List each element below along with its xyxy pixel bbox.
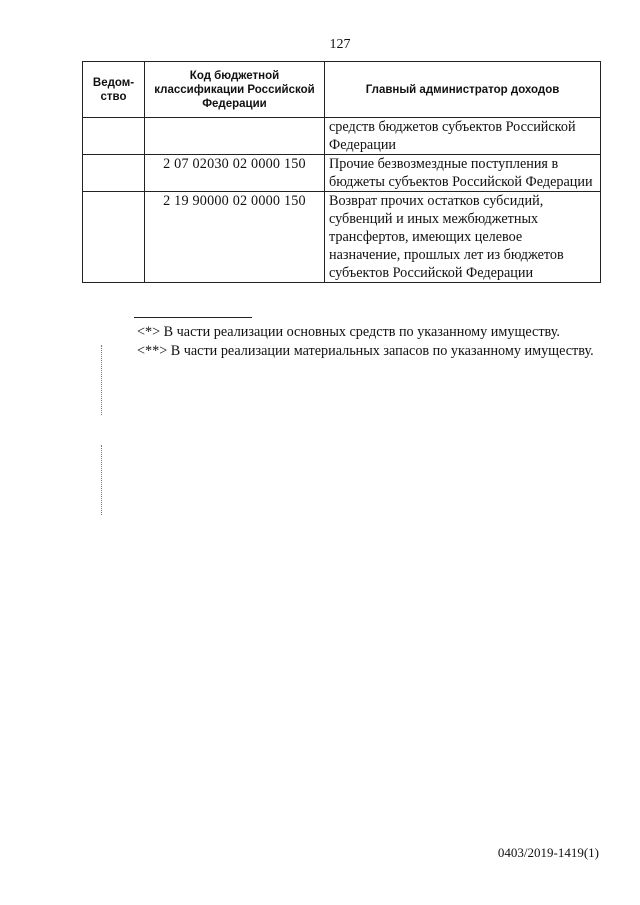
document-number: 0403/2019-1419(1) (497, 845, 599, 860)
cell-revenue-name: средств бюджетов субъектов Российской Федерации (325, 118, 601, 155)
revenue-administrators-table (82, 61, 601, 283)
footnote-1: <*> В части реализации основных средств по указанному имуществу. (137, 324, 560, 340)
cell-department (83, 118, 145, 155)
cell-department (83, 155, 145, 192)
table-row (83, 192, 601, 283)
cell-budget-code: 2 19 90000 02 0000 150 (145, 192, 325, 283)
cell-department (83, 192, 145, 283)
margin-scan-mark (101, 445, 102, 515)
cell-budget-code (145, 118, 325, 155)
cell-revenue-name: Возврат прочих остатков субсидий, субвенций и иных межбюджетных трансфертов, имеющих целевое назначение, прошлых лет из бюджетов субъектов Российской Федерации (325, 192, 601, 283)
footnotes (103, 323, 600, 361)
header-revenue-administrator: Главный администратор доходов (325, 62, 601, 118)
table-row (83, 118, 601, 155)
table-header-row (83, 62, 601, 118)
table-row (83, 155, 601, 192)
margin-scan-mark (101, 345, 102, 415)
header-budget-code: Код бюджетной классификации Российской Федерации (145, 62, 325, 118)
header-department: Ведом-ство (83, 62, 145, 118)
footnote-2: <**> В части реализации материальных запасов по указанному имуществу. (137, 343, 594, 359)
footnote-separator (134, 317, 252, 318)
cell-budget-code: 2 07 02030 02 0000 150 (145, 155, 325, 192)
cell-revenue-name: Прочие безвозмездные поступления в бюджеты субъектов Российской Федерации (325, 155, 601, 192)
page-number: 127 (329, 37, 351, 52)
